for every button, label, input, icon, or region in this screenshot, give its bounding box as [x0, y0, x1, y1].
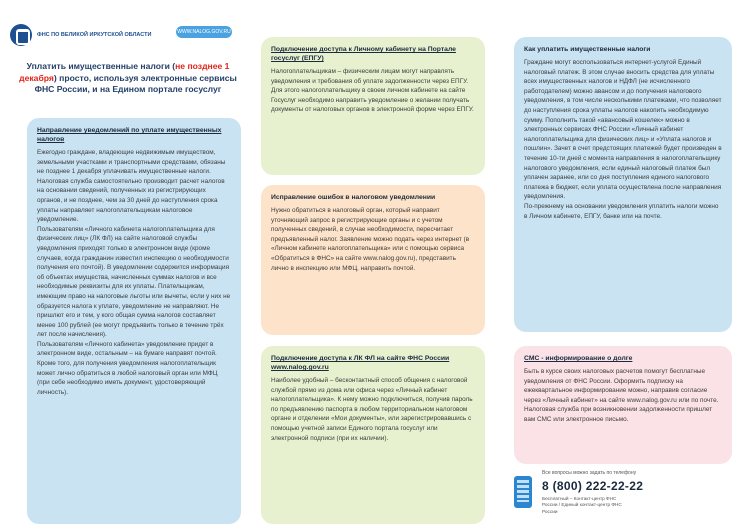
phone-icon	[514, 476, 532, 508]
card-errors	[261, 185, 485, 335]
card-paragraph: Пользователям «Личного кабинета налогоплательщика для физических лиц» (ЛК ФЛ) на сайте налоговой службы уведомления приходят только в электронном виде (кроме случаев, когда гражданин известил инспекцию о необходимости получения его почтой). В уведомлении содержится информация об объектах имущества, начисленных суммах налогов и все необходимые реквизиты для их уплаты. Плательщикам, имеющим право на налоговые льготы или вычеты, если у них не образуется налога к уплате, уведомление не направляют. Не пришлют его и тем, у кого общая сумма налогов составляет менее 100 рублей (ее могут предъявить только в течение трёх лет после начисления).	[37, 225, 231, 339]
contact-note: Бесплатный – Контакт-центр ФНС России / Единый контакт-центр ФНС России	[542, 496, 622, 514]
card-title: Исправление ошибок в налоговом уведомлении	[271, 194, 436, 201]
card-lkfl	[261, 346, 485, 524]
card-paragraph: Ежегодно граждане, владеющие недвижимым имуществом, земельными участками и транспортными средствами, обязаны не позднее 1 декабря уплачивать имущественные налоги. Налоговая служба самостоятельно производит расчет налогов на основании сведений, полученных из регистрирующих органов, и не позднее, чем за 30 дней до наступления срока уплаты направляет налогоплательщикам налоговое уведомление.	[37, 149, 226, 224]
phone-number[interactable]: 8 (800) 222-22-22	[542, 479, 644, 493]
card-title: Направление уведомлений по уплате имущественных налогов	[37, 127, 222, 143]
card-title: СМС - информирование о долге	[524, 355, 633, 362]
card-title: Подключение доступа к ЛК ФЛ на сайте ФНС России www.nalog.gov.ru	[271, 355, 450, 371]
card-epgu	[261, 37, 485, 175]
card-notifications	[27, 118, 241, 524]
deadline-highlight: не позднее 1 декабря	[19, 61, 230, 83]
card-paragraph: Граждане могут воспользоваться интернет-услугой Единый налоговый платеж. В этом случае вносить средства для уплаты всех имущественных налогов и НДФЛ (не исчисленного работодателем) можно авансом и до получения налогового уведомления, в том числе несколькими платежами, что позволяет до наступления срока уплаты налогов накопить необходимую сумму. Пополнить такой «авансовый кошелек» можно в электронных сервисах ФНС России «Личный кабинет налогоплательщика для физических лиц» и «Уплата налогов и пошлин». Зачет в счет предстоящих платежей будет произведен в течение 10-ти дней с момента направления в налогоплательщику налогового уведомления, если единый налоговый платеж был уплачен заранее, или со дня поступления единого налогового платежа в бюджет, если уплата осуществлена после направления уведомления.	[524, 59, 722, 201]
card-paragraph: Нужно обратиться в налоговый орган, который направит уточняющий запрос в регистрирующие органы и с учетом полученных сведений, в случае необходимости, пересчитает предъявленный налог. Заявление можно подать через интернет (в «Личном кабинете налогоплательщика» или с помощью сервиса «Обратиться в ФНС» на сайте www.nalog.gov.ru), представить лично в инспекцию или МФЦ, направить почтой.	[271, 207, 470, 272]
header-brand	[10, 24, 151, 46]
card-paragraph: Пользователям «Личного кабинета» уведомление придет в электронном виде, остальным – на бумаге направят почтой. Кроме того, для получения уведомления налогоплательщик может лично обратиться в любой налоговый орган или МФЦ (при себе необходимо иметь документ, удостоверяющий личность).	[37, 340, 218, 396]
card-paragraph: Наиболее удобный – бесконтактный способ общения с налоговой службой прямо из дома или офиса через «Личный кабинет налогоплательщика». К нему можно подключиться, получив пароль по предъявлению паспорта в любом территориальном налоговом органе и отделении «Мои документы», или зарегистрировавшись с помощью учетной записи Единого портала госуслуг или электронной подписи (при их наличии).	[271, 377, 473, 442]
card-title: Подключение доступа к Личному кабинету на Портале госуслуг (ЕПГУ)	[271, 46, 456, 62]
card-paragraph: Налогоплательщикам – физическим лицам могут направлять уведомления и требования об уплате задолженности через ЕПГУ. Для этого налогоплательщику в своем личном кабинете на сайте Госуслуг необходимо направить уведомление о желании получать документы от налоговых органов в электронной форме через ЕПГУ.	[271, 68, 474, 114]
contact-caption: Все вопросы можно задать по телефону	[542, 470, 637, 476]
page-title: Уплатить имущественные налоги (не позднее 1 декабря) просто, используя электронные сервисы ФНС России, и на Едином портале госуслуг	[19, 61, 237, 94]
card-title: Как уплатить имущественные налоги	[524, 46, 651, 53]
site-link[interactable]: WWW.NALOG.GOV.RU	[176, 26, 232, 38]
card-paragraph: Быть в курсе своих налоговых расчетов помогут бесплатные уведомления от ФНС России. Оформить подписку на ежеквартальное информирование можно, направив согласие через «Личный кабинет» на сайте www.nalog.gov.ru или по почте. Налоговая служба при возникновении задолженности пришлет вам СМС или электронное письмо.	[524, 368, 719, 423]
contact-block	[514, 470, 732, 526]
fns-logo-icon	[10, 24, 32, 46]
org-name: ФНС ПО ВЕЛИКОЙ ИРКУТСКОЙ ОБЛАСТИ	[37, 32, 152, 38]
card-how-to-pay	[514, 37, 732, 332]
card-sms	[514, 346, 732, 464]
card-paragraph: По-прежнему на основании уведомления уплатить налоги можно в Личном кабинете, ЕПГУ, банке или на почте.	[524, 202, 719, 220]
